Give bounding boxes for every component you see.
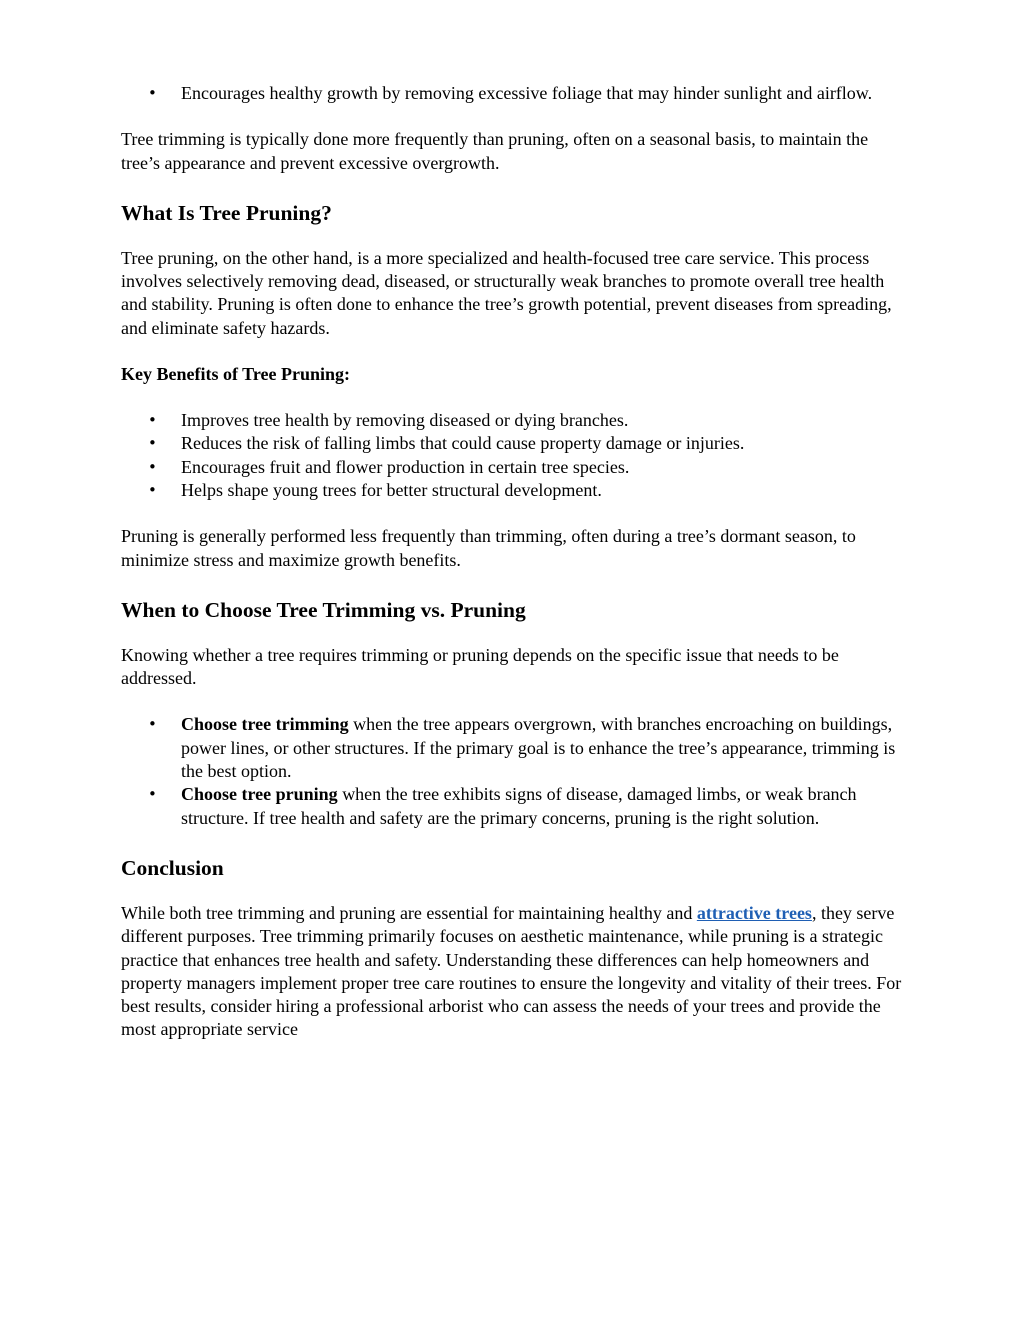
conclusion-text-end: , they serve different purposes. Tree trimming primarily focuses on aesthetic maintenance, while pruning is a strategic practice that enhances tree health and safety. Understanding these differences can help homeowners and property managers implement proper tree care routines to ensure the longevity and vitality of their trees. For best results, consider hiring a professional arborist who can assess the needs of your trees and provide the most appropriate service xyxy=(121,902,902,1040)
trimming-benefits-list-continued xyxy=(121,82,911,105)
list-item-bold-lead: Choose tree trimming xyxy=(181,714,349,735)
list-item-bold-lead: Choose tree pruning xyxy=(181,784,338,805)
list-item: • Improves tree health by removing diseased or dying branches. xyxy=(121,409,911,432)
list-item-text: when the tree exhibits signs of disease, damaged limbs, or weak branch structure. If tree health and safety are the primary concerns, pruning is the right solution. xyxy=(181,784,857,828)
pruning-frequency-paragraph: Pruning is generally performed less frequently than trimming, often during a tree’s dormant season, to minimize stress and maximize growth benefits. xyxy=(121,526,856,570)
document-page xyxy=(121,82,911,1042)
list-item-text: when the tree appears overgrown, with branches encroaching on buildings, power lines, or other structures. If the primary goal is to enhance the tree’s appearance, trimming is the best option. xyxy=(181,714,896,782)
section-heading-pruning: What Is Tree Pruning? xyxy=(121,200,332,225)
choose-intro-paragraph: Knowing whether a tree requires trimming or pruning depends on the specific issue that needs to be addressed. xyxy=(121,644,839,689)
list-item: • Reduces the risk of falling limbs that could cause property damage or injuries. xyxy=(121,432,911,455)
list-item: • Encourages healthy growth by removing excessive foliage that may hinder sunlight and airflow. xyxy=(121,82,911,105)
pruning-intro-paragraph: Tree pruning, on the other hand, is a more specialized and health-focused tree care service. This process involves selectively removing dead, diseased, or structurally weak branches to promote overall tree health and stability. Pruning is often done to enhance the tree’s growth potential, prevent diseases from spreading, and eliminate safety hazards. xyxy=(121,247,892,338)
trimming-frequency-paragraph: Tree trimming is typically done more frequently than pruning, often on a seasonal basis, to maintain the tree’s appearance and prevent excessive overgrowth. xyxy=(121,129,869,173)
list-item xyxy=(121,783,911,830)
choose-list xyxy=(121,713,911,829)
pruning-benefits-heading: Key Benefits of Tree Pruning: xyxy=(121,364,350,385)
section-heading-choose: When to Choose Tree Trimming vs. Pruning xyxy=(121,597,526,622)
section-heading-conclusion: Conclusion xyxy=(121,855,224,880)
list-item: • Helps shape young trees for better structural development. xyxy=(121,479,911,502)
attractive-trees-link[interactable]: attractive trees xyxy=(696,902,812,923)
pruning-benefits-list xyxy=(121,409,911,502)
conclusion-paragraph xyxy=(121,902,911,1042)
list-item: • Encourages fruit and flower production in certain tree species. xyxy=(121,456,911,479)
conclusion-text-start: While both tree trimming and pruning are essential for maintaining healthy and xyxy=(121,902,697,923)
list-item xyxy=(121,713,911,783)
